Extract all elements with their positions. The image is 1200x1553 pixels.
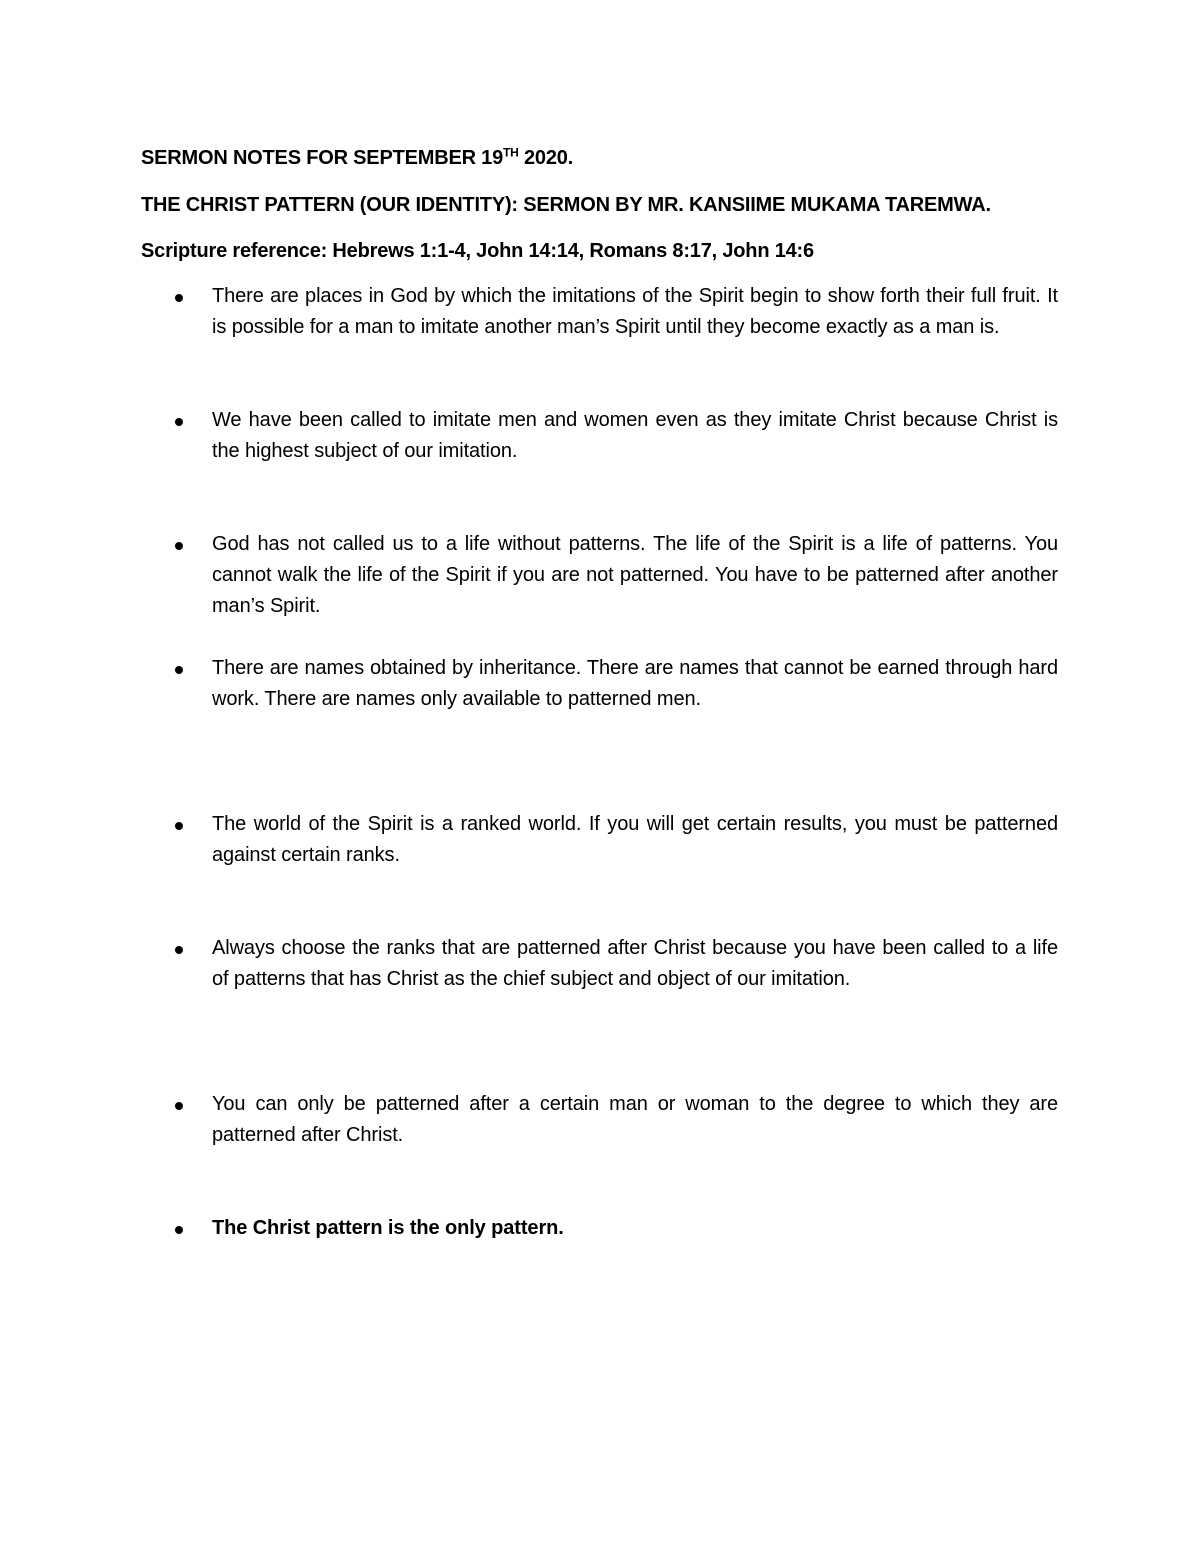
bullet-icon: [171, 937, 187, 961]
bullet-icon: [171, 813, 187, 837]
point-7: You can only be patterned after a certain man or woman to the degree to which they are patterned after Christ.: [212, 1093, 1058, 1146]
title-year: 2020.: [518, 147, 574, 169]
sermon-subtitle: THE CHRIST PATTERN (OUR IDENTITY): SERMON BY MR. KANSIIME MUKAMA TAREMWA.: [141, 194, 991, 216]
bullet-icon: [171, 409, 187, 433]
point-4: There are names obtained by inheritance. There are names that cannot be earned through hard work. There are names only available to patterned men.: [212, 657, 1058, 710]
document-title: [141, 146, 573, 170]
scripture-reference: Scripture reference: Hebrews 1:1-4, John 14:14, Romans 8:17, John 14:6: [141, 240, 814, 262]
point-3: God has not called us to a life without patterns. The life of the Spirit is a life of patterns. You cannot walk the life of the Spirit if you are not patterned. You have to be patterned after another man’s Spirit.: [212, 533, 1058, 617]
point-1: There are places in God by which the imitations of the Spirit begin to show forth their full fruit. It is possible for a man to imitate another man’s Spirit until they become exactly as a man is.: [212, 285, 1058, 338]
bullet-icon: [171, 533, 187, 557]
bullet-icon: [171, 285, 187, 309]
point-8-conclusion: The Christ pattern is the only pattern.: [212, 1217, 564, 1239]
bullet-icon: [171, 657, 187, 681]
point-6: Always choose the ranks that are patterned after Christ because you have been called to a life of patterns that has Christ as the chief subject and object of our imitation.: [212, 937, 1058, 990]
point-5: The world of the Spirit is a ranked world. If you will get certain results, you must be patterned against certain ranks.: [212, 813, 1058, 866]
bullet-icon: [171, 1093, 187, 1117]
title-text: SERMON NOTES FOR SEPTEMBER 19: [141, 147, 504, 169]
bullet-icon: [171, 1217, 187, 1241]
point-2: We have been called to imitate men and women even as they imitate Christ because Christ is the highest subject of our imitation.: [212, 409, 1058, 462]
title-superscript: TH: [503, 145, 519, 160]
